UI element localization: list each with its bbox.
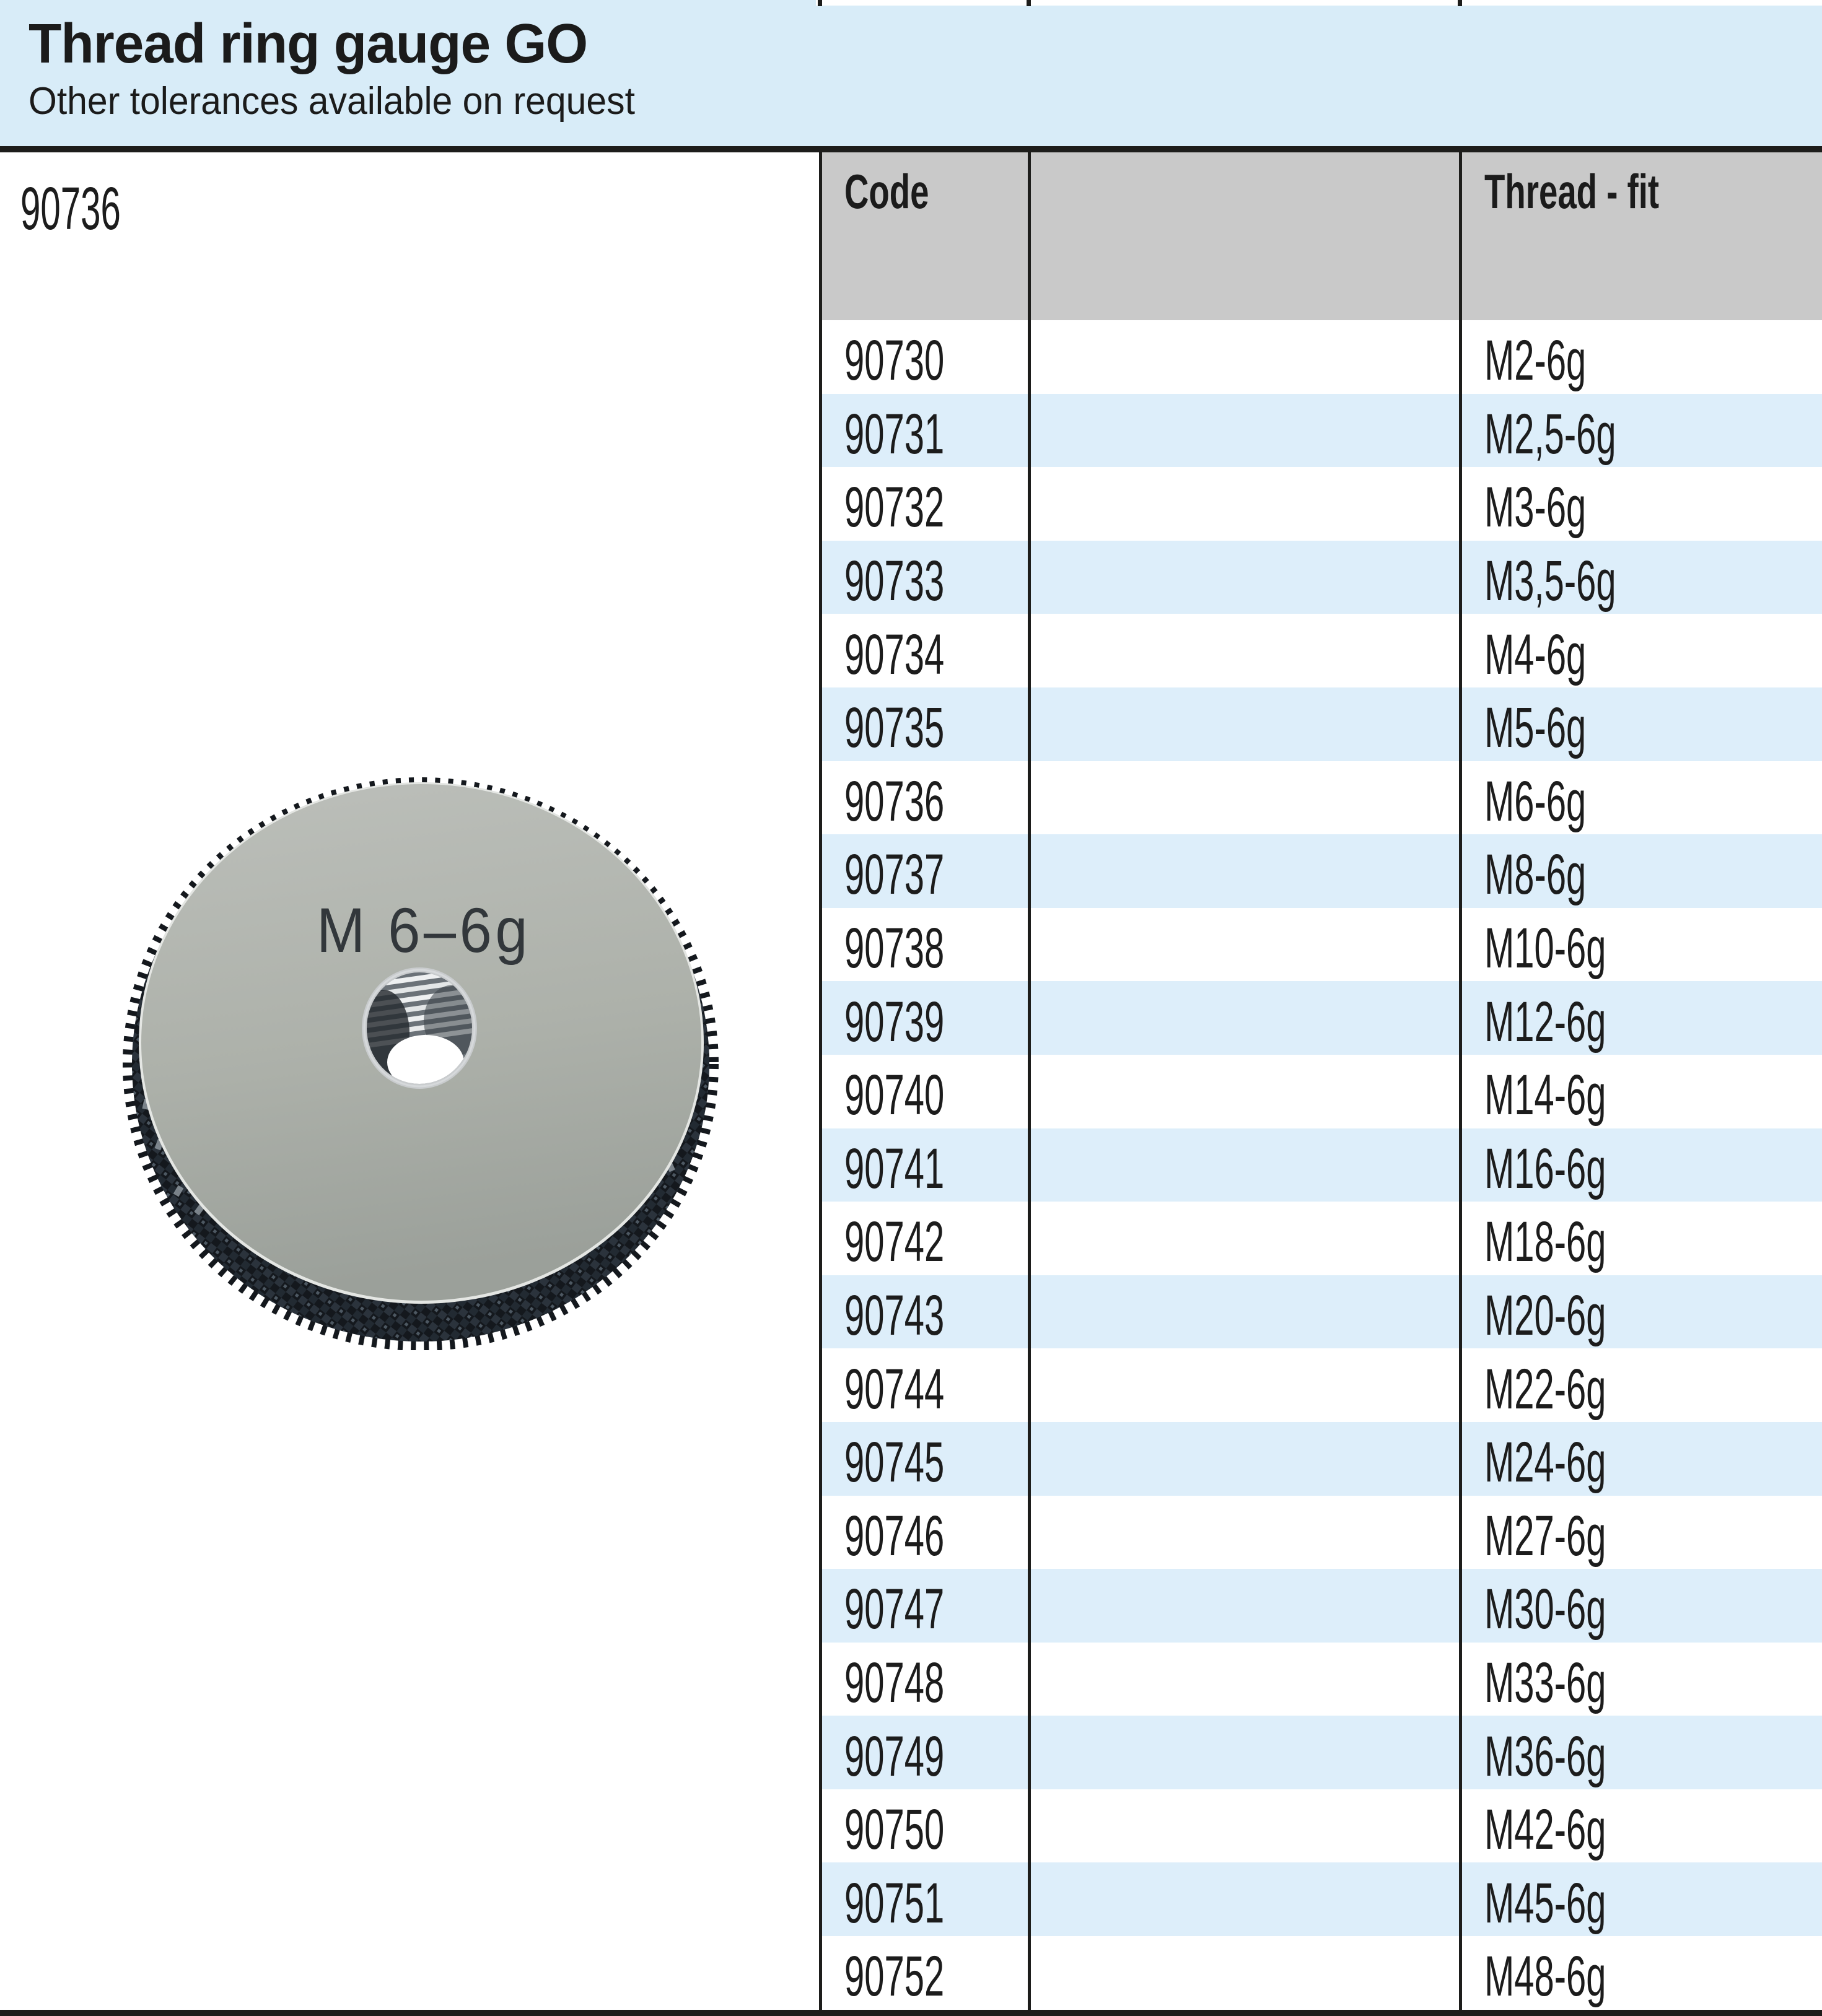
row-code: 90736 xyxy=(844,769,945,833)
table-row xyxy=(822,1936,1822,2010)
empty-cell xyxy=(1031,1643,1462,1716)
row-thread-fit: M45-6g xyxy=(1484,1871,1606,1935)
code-cell xyxy=(822,394,1031,468)
thread-fit-cell xyxy=(1462,1422,1822,1496)
empty-cell xyxy=(1031,687,1462,761)
code-cell xyxy=(822,1202,1031,1275)
empty-cell xyxy=(1031,1128,1462,1202)
thread-fit-cell xyxy=(1462,1716,1822,1789)
table-row xyxy=(822,320,1822,394)
table-row xyxy=(822,1862,1822,1936)
thread-fit-cell xyxy=(1462,981,1822,1055)
gauge-marking: M 6–6g xyxy=(316,894,532,966)
table-row xyxy=(822,1055,1822,1128)
code-cell xyxy=(822,614,1031,687)
product-table xyxy=(819,152,1822,2010)
code-cell xyxy=(822,1128,1031,1202)
row-code: 90749 xyxy=(844,1724,945,1788)
table-row xyxy=(822,1716,1822,1789)
empty-cell xyxy=(1031,467,1462,541)
table-row xyxy=(822,541,1822,614)
table-row xyxy=(822,1275,1822,1349)
row-thread-fit: M5-6g xyxy=(1484,696,1587,760)
thread-fit-cell xyxy=(1462,1569,1822,1643)
thread-fit-cell xyxy=(1462,320,1822,394)
gauge-marking-group xyxy=(317,894,531,965)
table-row xyxy=(822,1569,1822,1643)
empty-cell xyxy=(1031,320,1462,394)
row-thread-fit: M18-6g xyxy=(1484,1210,1606,1274)
row-code: 90731 xyxy=(844,402,945,466)
empty-cell xyxy=(1031,1055,1462,1128)
code-cell xyxy=(822,687,1031,761)
thread-fit-cell xyxy=(1462,394,1822,468)
code-cell xyxy=(822,1275,1031,1349)
row-thread-fit: M14-6g xyxy=(1484,1063,1606,1127)
row-code: 90743 xyxy=(844,1284,945,1348)
thread-fit-cell xyxy=(1462,1202,1822,1275)
thread-fit-cell xyxy=(1462,761,1822,835)
column-tick xyxy=(1027,0,1031,6)
empty-cell xyxy=(1031,1936,1462,2010)
row-thread-fit: M42-6g xyxy=(1484,1798,1606,1862)
empty-cell xyxy=(1031,1496,1462,1569)
table-row xyxy=(822,1202,1822,1275)
row-code: 90733 xyxy=(844,549,945,613)
thread-fit-cell xyxy=(1462,1128,1822,1202)
page-subtitle: Other tolerances available on request xyxy=(28,80,635,123)
row-thread-fit: M3-6g xyxy=(1484,476,1587,539)
code-cell xyxy=(822,541,1031,614)
code-cell xyxy=(822,834,1031,908)
row-code: 90750 xyxy=(844,1798,945,1862)
row-thread-fit: M6-6g xyxy=(1484,769,1587,833)
thread-fit-cell xyxy=(1462,1055,1822,1128)
code-cell xyxy=(822,320,1031,394)
row-thread-fit: M24-6g xyxy=(1484,1431,1606,1495)
empty-cell xyxy=(1031,1716,1462,1789)
row-code: 90739 xyxy=(844,990,945,1054)
code-cell xyxy=(822,1789,1031,1863)
code-cell xyxy=(822,981,1031,1055)
table-header-row xyxy=(822,152,1822,320)
table-row xyxy=(822,761,1822,835)
row-thread-fit: M10-6g xyxy=(1484,917,1606,980)
row-code: 90742 xyxy=(844,1210,945,1274)
top-rule xyxy=(0,146,1822,152)
code-cell xyxy=(822,1055,1031,1128)
empty-cell xyxy=(1031,1275,1462,1349)
row-thread-fit: M27-6g xyxy=(1484,1504,1606,1568)
title-band xyxy=(0,0,1822,146)
code-cell xyxy=(822,1936,1031,2010)
row-thread-fit: M36-6g xyxy=(1484,1724,1606,1788)
row-code: 90746 xyxy=(844,1504,945,1568)
row-code: 90748 xyxy=(844,1651,945,1714)
thread-fit-cell xyxy=(1462,541,1822,614)
table-row xyxy=(822,1422,1822,1496)
row-code: 90730 xyxy=(844,329,945,393)
table-row xyxy=(822,908,1822,982)
row-thread-fit: M33-6g xyxy=(1484,1651,1606,1714)
header-cell-empty xyxy=(1031,152,1462,320)
product-photo xyxy=(122,777,719,1350)
table-row xyxy=(822,834,1822,908)
empty-cell xyxy=(1031,394,1462,468)
row-thread-fit: M3,5-6g xyxy=(1484,549,1616,613)
empty-cell xyxy=(1031,541,1462,614)
empty-cell xyxy=(1031,1789,1462,1863)
thread-fit-cell xyxy=(1462,1789,1822,1863)
code-cell xyxy=(822,1643,1031,1716)
table-body xyxy=(822,320,1822,2010)
table-row xyxy=(822,981,1822,1055)
row-thread-fit: M2-6g xyxy=(1484,329,1587,393)
thread-fit-cell xyxy=(1462,908,1822,982)
row-thread-fit: M2,5-6g xyxy=(1484,402,1616,466)
table-row xyxy=(822,1128,1822,1202)
empty-cell xyxy=(1031,981,1462,1055)
row-thread-fit: M48-6g xyxy=(1484,1945,1606,2009)
thread-fit-cell xyxy=(1462,1275,1822,1349)
code-cell xyxy=(822,761,1031,835)
thread-fit-cell xyxy=(1462,834,1822,908)
empty-cell xyxy=(1031,761,1462,835)
empty-cell xyxy=(1031,1862,1462,1936)
product-ref-code: 90736 xyxy=(20,175,121,242)
code-cell xyxy=(822,1862,1031,1936)
empty-cell xyxy=(1031,908,1462,982)
header-label-thread-fit: Thread - fit xyxy=(1484,164,1660,219)
thread-fit-cell xyxy=(1462,1862,1822,1936)
empty-cell xyxy=(1031,1348,1462,1422)
row-thread-fit: M22-6g xyxy=(1484,1357,1606,1421)
row-code: 90740 xyxy=(844,1063,945,1127)
code-cell xyxy=(822,1569,1031,1643)
empty-cell xyxy=(1031,1202,1462,1275)
row-code: 90752 xyxy=(844,1945,945,2009)
empty-cell xyxy=(1031,614,1462,687)
thread-fit-cell xyxy=(1462,614,1822,687)
code-cell xyxy=(822,467,1031,541)
row-thread-fit: M4-6g xyxy=(1484,622,1587,686)
row-thread-fit: M16-6g xyxy=(1484,1137,1606,1200)
bottom-rule xyxy=(0,2010,1822,2016)
header-label-code: Code xyxy=(844,164,929,219)
cutoff-table-strip xyxy=(816,0,1822,6)
row-code: 90747 xyxy=(844,1577,945,1641)
code-cell xyxy=(822,1496,1031,1569)
row-thread-fit: M8-6g xyxy=(1484,843,1587,907)
code-cell xyxy=(822,1422,1031,1496)
empty-cell xyxy=(1031,1569,1462,1643)
row-code: 90735 xyxy=(844,696,945,760)
column-tick xyxy=(818,0,822,6)
row-code: 90732 xyxy=(844,476,945,539)
empty-cell xyxy=(1031,1422,1462,1496)
row-code: 90744 xyxy=(844,1357,945,1421)
table-row xyxy=(822,1496,1822,1569)
row-code: 90741 xyxy=(844,1137,945,1200)
header-cell-thread-fit xyxy=(1462,152,1822,320)
code-cell xyxy=(822,1716,1031,1789)
row-code: 90737 xyxy=(844,843,945,907)
table-row xyxy=(822,1789,1822,1863)
table-row xyxy=(822,614,1822,687)
row-code: 90745 xyxy=(844,1431,945,1495)
header-cell-code xyxy=(822,152,1031,320)
page-title: Thread ring gauge GO xyxy=(28,13,588,75)
row-code: 90751 xyxy=(844,1871,945,1935)
row-thread-fit: M12-6g xyxy=(1484,990,1606,1054)
thread-fit-cell xyxy=(1462,1936,1822,2010)
thread-fit-cell xyxy=(1462,1496,1822,1569)
code-cell xyxy=(822,1348,1031,1422)
thread-fit-cell xyxy=(1462,467,1822,541)
table-row xyxy=(822,467,1822,541)
code-cell xyxy=(822,908,1031,982)
thread-fit-cell xyxy=(1462,1348,1822,1422)
row-thread-fit: M30-6g xyxy=(1484,1577,1606,1641)
column-tick xyxy=(1458,0,1462,6)
thread-fit-cell xyxy=(1462,1643,1822,1716)
table-row xyxy=(822,1348,1822,1422)
table-row xyxy=(822,687,1822,761)
row-code: 90734 xyxy=(844,622,945,686)
thread-fit-cell xyxy=(1462,687,1822,761)
row-thread-fit: M20-6g xyxy=(1484,1284,1606,1348)
table-row xyxy=(822,1643,1822,1716)
table-row xyxy=(822,394,1822,468)
row-code: 90738 xyxy=(844,917,945,980)
empty-cell xyxy=(1031,834,1462,908)
